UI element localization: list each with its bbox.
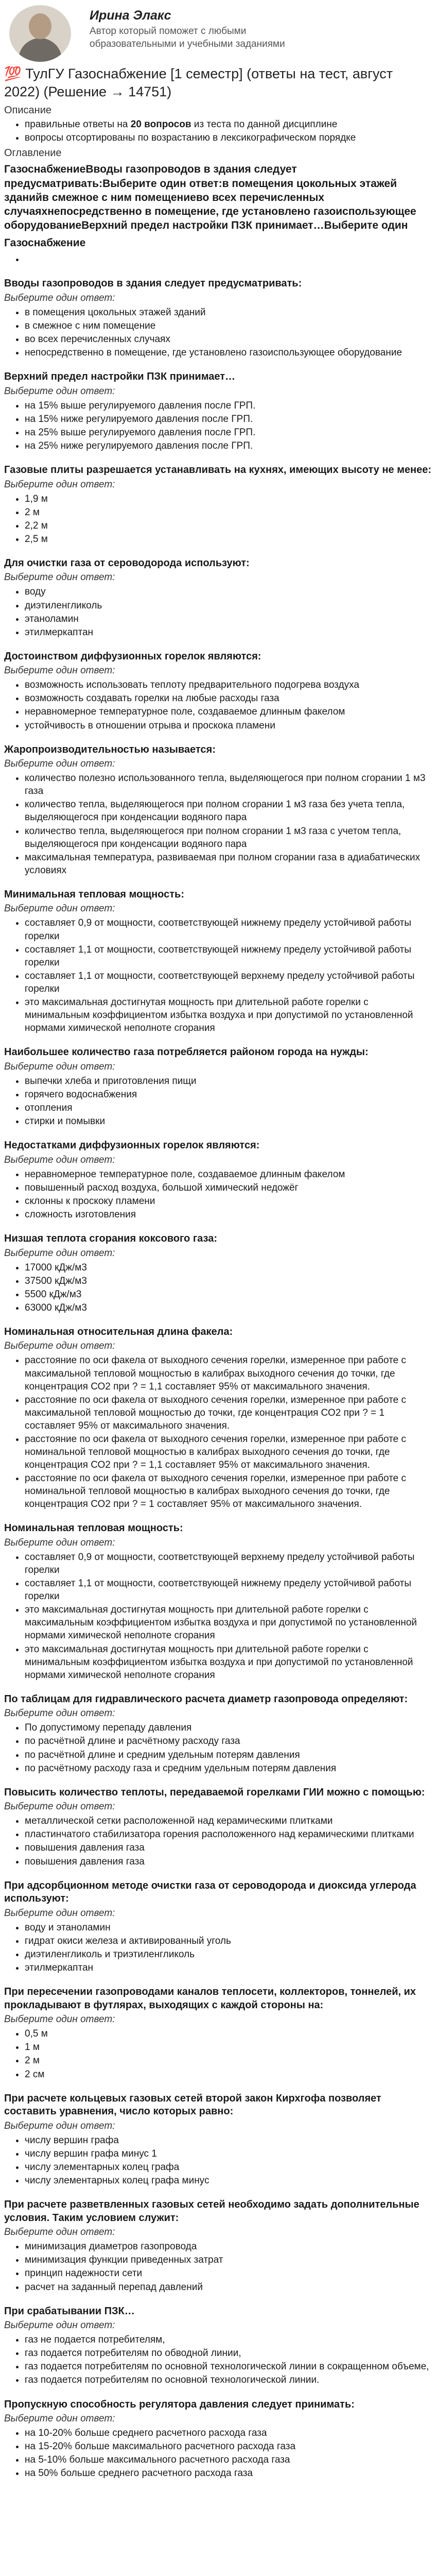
answer-option: • По допустимому перепаду давления bbox=[25, 1721, 432, 1734]
answer-option: • газ подается потребителям по обводной линии, bbox=[25, 2347, 432, 2360]
author-info bbox=[90, 5, 311, 50]
choose-one-label: Выберите один ответ: bbox=[4, 479, 115, 490]
answer-option: • в помещения цокольных этажей зданий bbox=[25, 306, 432, 319]
question-title: Номинальная относительная длина факела: bbox=[4, 1326, 233, 1337]
answer-option: • в смежное с ним помещение bbox=[25, 319, 432, 332]
question-block bbox=[4, 2092, 432, 2188]
answer-options bbox=[4, 2333, 432, 2386]
answer-options bbox=[4, 399, 432, 452]
answer-options bbox=[4, 1168, 432, 1221]
answer-option: • на 15-20% больше максимального расчетного расхода газа bbox=[25, 2440, 432, 2453]
answer-option: • на 25% ниже регулируемого давления после ГРП. bbox=[25, 439, 432, 452]
answer-option: • числу вершин графа минус 1 bbox=[25, 2147, 432, 2160]
answer-options bbox=[4, 1261, 432, 1314]
choose-one-label: Выберите один ответ: bbox=[4, 292, 115, 303]
answer-option: • это максимальная достигнутая мощность при длительной работе горелки с максимальным коэффициентом избытка воздуха и при допустимой по установленной нормами химической неполноте сгорания bbox=[25, 1603, 432, 1642]
answer-option: • по расчётному расходу газа и средним удельным потерям давления bbox=[25, 1762, 432, 1775]
choose-one-label: Выберите один ответ: bbox=[4, 1341, 115, 1352]
answer-options bbox=[4, 306, 432, 359]
question-title: Достоинством диффузионных горелок являются: bbox=[4, 650, 261, 662]
answer-option: • воду и этаноламин bbox=[25, 1921, 432, 1934]
answer-option: • стирки и помывки bbox=[25, 1115, 432, 1128]
choose-one-label: Выберите один ответ: bbox=[4, 1708, 115, 1719]
choose-one-label: Выберите один ответ: bbox=[4, 1247, 115, 1259]
answer-options bbox=[4, 2027, 432, 2080]
toc-label: Оглавление bbox=[4, 147, 62, 159]
answer-option: • металлической сетки расположенной над керамическими плитками bbox=[25, 1815, 432, 1827]
section-title: Газоснабжение bbox=[4, 236, 86, 249]
answer-option: • числу вершин графа bbox=[25, 2134, 432, 2147]
choose-one-label: Выберите один ответ: bbox=[4, 2413, 115, 2425]
answer-option: • 1 м bbox=[25, 2041, 432, 2054]
choose-one-label: Выберите один ответ: bbox=[4, 2320, 115, 2331]
answer-options bbox=[4, 2134, 432, 2187]
answer-option: • повышенный расход воздуха, большой химический недожёг bbox=[25, 1181, 432, 1194]
answer-options bbox=[4, 2240, 432, 2293]
questions-container bbox=[4, 277, 432, 2480]
answer-option: • расстояние по оси факела от выходного сечения горелки, измеренное при работе с номинальной тепловой мощностью в калибрах выходного сечения до точки, где концентрация СО2 при ? = 1,1 составляет 95% от максимального значения. bbox=[25, 1433, 432, 1471]
toc-text: ГазоснабжениеВводы газопроводов в здания следует предусматривать:Выберите один ответ:в помещения цокольных этажей зданийв смежное с ним помещениево всех перечисленных случаяхнепосредственно в помещение, где установлено газоиспользующее оборудованиеВерхний предел настройки ПЗК принимает…Выберите один bbox=[4, 163, 416, 232]
answer-option: • газ подается потребителям по основной технологической линии в сокращенном объеме, bbox=[25, 2360, 432, 2373]
question-block bbox=[4, 1879, 432, 1975]
answer-option: • повышения давления газа bbox=[25, 1841, 432, 1854]
answer-option: • газ не подается потребителям, bbox=[25, 2333, 432, 2346]
page-title: 💯 ТулГУ Газоснабжение [1 семестр] (ответы на тест, август 2022) (Решение → 14751) bbox=[4, 66, 393, 99]
answer-option: • этаноламин bbox=[25, 613, 432, 625]
answer-options bbox=[4, 2427, 432, 2480]
question-title: Низшая теплота сгорания коксового газа: bbox=[4, 1232, 217, 1244]
answer-options bbox=[4, 917, 432, 1035]
question-title: По таблицам для гидравлического расчета диаметр газопровода определяют: bbox=[4, 1693, 408, 1705]
answer-option: • диэтиленгликоль и триэтиленгликоль bbox=[25, 1948, 432, 1961]
answer-option: • воду bbox=[25, 585, 432, 598]
choose-one-label: Выберите один ответ: bbox=[4, 903, 115, 914]
answer-option: • 2,5 м bbox=[25, 533, 432, 546]
answer-option: • на 5-10% больше максимального расчетного расхода газа bbox=[25, 2453, 432, 2466]
question-block bbox=[4, 1046, 432, 1128]
question-title: Пропускную способность регулятора давления следует принимать: bbox=[4, 2398, 355, 2410]
answer-option: • 1,9 м bbox=[25, 493, 432, 505]
question-block bbox=[4, 557, 432, 639]
answer-option: • повышения давления газа bbox=[25, 1855, 432, 1868]
answer-option: • 2,2 м bbox=[25, 519, 432, 532]
answer-option: • расстояние по оси факела от выходного сечения горелки, измеренное при работе с максимальной тепловой мощностью в калибрах выходного сечения до точки, где концентрация СО2 при ? = 1,1 составляет 95% от максимального значения. bbox=[25, 1354, 432, 1393]
author-name[interactable]: Ирина Элакс bbox=[90, 8, 171, 23]
answer-option: • неравномерное температурное поле, создаваемое длинным факелом bbox=[25, 705, 432, 718]
answer-options bbox=[4, 585, 432, 638]
question-title: Вводы газопроводов в здания следует предусматривать: bbox=[4, 278, 302, 290]
answer-option: • горячего водоснабжения bbox=[25, 1088, 432, 1101]
question-block bbox=[4, 2398, 432, 2480]
choose-one-label: Выберите один ответ: bbox=[4, 1907, 115, 1919]
answer-option: • диэтиленгликоль bbox=[25, 599, 432, 612]
answer-option: • расстояние по оси факела от выходного сечения горелки, измеренное при работе с номинальной тепловой мощностью в калибрах выходного сечения до точки, где концентрация СО2 при ? = 1 составляет 95% от максимального значения. bbox=[25, 1472, 432, 1511]
answer-option: • количество тепла, выделяющегося при полном сгорании 1 м3 газа с учетом тепла, выделяющегося при конденсации водяного пара bbox=[25, 825, 432, 851]
answer-option: • возможность использовать теплоту предварительного подогрева воздуха bbox=[25, 679, 432, 691]
question-block bbox=[4, 888, 432, 1035]
answer-options bbox=[4, 1815, 432, 1868]
question-block bbox=[4, 743, 432, 877]
question-block bbox=[4, 464, 432, 546]
answer-option: • 37500 кДж/м3 bbox=[25, 1275, 432, 1287]
choose-one-label: Выберите один ответ: bbox=[4, 572, 115, 583]
answer-option: • расстояние по оси факела от выходного сечения горелки, измеренное при работе с максимальной тепловой мощностью до точки, где концентрация СО2 при ? = 1 составляет 95% от максимального значения. bbox=[25, 1394, 432, 1432]
answer-option: • гидрат окиси железа и активированный уголь bbox=[25, 1935, 432, 1947]
answer-option: • склонны к проскоку пламени bbox=[25, 1195, 432, 1208]
answer-option: • числу элементарных колец графа bbox=[25, 2161, 432, 2174]
answer-option: • составляет 1,1 от мощности, соответствующей нижнему пределу устойчивой работы горелки bbox=[25, 943, 432, 969]
question-title: При срабатывании ПЗК… bbox=[4, 2305, 135, 2317]
answer-option: • сложность изготовления bbox=[25, 1208, 432, 1221]
question-block bbox=[4, 1986, 432, 2081]
answer-options bbox=[4, 679, 432, 732]
description-list bbox=[4, 118, 432, 144]
question-block bbox=[4, 2198, 432, 2294]
description-label: Описание bbox=[4, 105, 52, 116]
answer-option: • числу элементарных колец графа минус bbox=[25, 2174, 432, 2187]
question-block bbox=[4, 650, 432, 732]
answer-option: • минимизация функции приведенных затрат bbox=[25, 2253, 432, 2266]
answer-option: • минимизация диаметров газопровода bbox=[25, 2240, 432, 2253]
answer-option: • 2 см bbox=[25, 2068, 432, 2081]
answer-option: • на 50% больше среднего расчетного расхода газа bbox=[25, 2467, 432, 2480]
question-block bbox=[4, 1139, 432, 1221]
answer-option: • неравномерное температурное поле, создаваемое длинным факелом bbox=[25, 1168, 432, 1181]
question-block bbox=[4, 1326, 432, 1511]
answer-option: • по расчётной длине и средним удельным потерям давления bbox=[25, 1749, 432, 1761]
question-title: Жаропроизводительностью называется: bbox=[4, 743, 216, 755]
answer-option: • на 25% выше регулируемого давления после ГРП. bbox=[25, 426, 432, 439]
choose-one-label: Выберите один ответ: bbox=[4, 665, 115, 676]
choose-one-label: Выберите один ответ: bbox=[4, 1061, 115, 1072]
answer-option: • это максимальная достигнутая мощность при длительной работе горелки с минимальным коэффициентом избытка воздуха и при допустимой по установленной нормами химической неполноте сгорания bbox=[25, 1643, 432, 1682]
answer-option: • 63000 кДж/м3 bbox=[25, 1301, 432, 1314]
question-title: Минимальная тепловая мощность: bbox=[4, 888, 184, 900]
answer-options bbox=[4, 772, 432, 877]
author-description: Автор который поможет с любыми образовательными и учебными заданиями bbox=[90, 26, 285, 49]
avatar[interactable] bbox=[9, 5, 71, 62]
answer-option: • выпечки хлеба и приготовления пищи bbox=[25, 1075, 432, 1088]
answer-options bbox=[4, 1075, 432, 1128]
answer-option: • 0,5 м bbox=[25, 2027, 432, 2040]
question-title: При расчете разветвленных газовых сетей необходимо задать дополнительные условия. Таким условием служит: bbox=[4, 2199, 420, 2224]
answer-option: • это максимальная достигнутая мощность при длительной работе горелки с минимальным коэффициентом избытка воздуха и при допустимой по установленной нормами химической неполноте сгорания bbox=[25, 996, 432, 1035]
answer-option: • непосредственно в помещение, где установлено газоиспользующее оборудование bbox=[25, 346, 432, 359]
answer-option: • составляет 0,9 от мощности, соответствующей верхнему пределу устойчивой работы горелки bbox=[25, 1551, 432, 1577]
answer-option: • максимальная температура, развиваемая при полном сгорании газа в адиабатических условиях bbox=[25, 851, 432, 877]
answer-option: • на 15% выше регулируемого давления после ГРП. bbox=[25, 399, 432, 412]
answer-option: • расчет на заданный перепад давлений bbox=[25, 2281, 432, 2294]
empty-list bbox=[4, 253, 432, 266]
answer-option: • 2 м bbox=[25, 2054, 432, 2067]
empty-list-item bbox=[25, 253, 432, 266]
answer-option: • составляет 1,1 от мощности, соответствующей нижнему пределу устойчивой работы горелки bbox=[25, 1577, 432, 1603]
answer-option: • по расчётной длине и расчётному расходу газа bbox=[25, 1735, 432, 1748]
answer-option: • 5500 кДж/м3 bbox=[25, 1288, 432, 1301]
answer-option: • 2 м bbox=[25, 506, 432, 519]
question-block bbox=[4, 1693, 432, 1775]
answer-options bbox=[4, 1921, 432, 1974]
choose-one-label: Выберите один ответ: bbox=[4, 1537, 115, 1548]
choose-one-label: Выберите один ответ: bbox=[4, 758, 115, 770]
answer-option: • газ подается потребителям по основной технологической линии. bbox=[25, 2374, 432, 2386]
answer-option: • на 10-20% больше среднего расчетного расхода газа bbox=[25, 2427, 432, 2439]
choose-one-label: Выберите один ответ: bbox=[4, 2120, 115, 2131]
question-title: При пересечении газопроводами каналов теплосети, коллекторов, тоннелей, их прокладывают в футлярах, выходящих с каждой стороны на: bbox=[4, 1986, 416, 2011]
description-item: • вопросы отсортированы по возрастанию в лексикографическом порядке bbox=[25, 131, 432, 144]
description-item: • правильные ответы на 20 вопросов из теста по данной дисциплине bbox=[25, 118, 432, 131]
question-title: Для очистки газа от сероводорода используют: bbox=[4, 557, 250, 569]
question-title: Наибольшее количество газа потребляется районом города на нужды: bbox=[4, 1046, 369, 1058]
choose-one-label: Выберите один ответ: bbox=[4, 1801, 115, 1812]
question-block bbox=[4, 1232, 432, 1314]
question-title: Недостатками диффузионных горелок являются: bbox=[4, 1140, 260, 1151]
answer-option: • количество тепла, выделяющегося при полном сгорании 1 м3 газа без учета тепла, выделяющегося при конденсации водяного пара bbox=[25, 798, 432, 824]
answer-option: • возможность создавать горелки на любые расходы газа bbox=[25, 692, 432, 705]
choose-one-label: Выберите один ответ: bbox=[4, 1154, 115, 1165]
choose-one-label: Выберите один ответ: bbox=[4, 2227, 115, 2238]
answer-option: • во всех перечисленных случаях bbox=[25, 333, 432, 346]
answer-option: • на 15% ниже регулируемого давления после ГРП. bbox=[25, 413, 432, 426]
question-title: Повысить количество теплоты, передаваемой горелками ГИИ можно с помощью: bbox=[4, 1786, 425, 1798]
answer-option: • принцип надежности сети bbox=[25, 2267, 432, 2280]
answer-options bbox=[4, 493, 432, 546]
question-block bbox=[4, 2305, 432, 2387]
question-block bbox=[4, 370, 432, 452]
question-block bbox=[4, 277, 432, 359]
answer-options bbox=[4, 1354, 432, 1511]
question-title: Верхний предел настройки ПЗК принимает… bbox=[4, 371, 236, 383]
answer-option: • составляет 1,1 от мощности, соответствующей верхнему пределу устойчивой работы горелки bbox=[25, 970, 432, 995]
answer-option: • 17000 кДж/м3 bbox=[25, 1261, 432, 1274]
answer-option: • составляет 0,9 от мощности, соответствующей нижнему пределу устойчивой работы горелки bbox=[25, 917, 432, 942]
answer-option: • отопления bbox=[25, 1101, 432, 1114]
author-card[interactable] bbox=[4, 0, 432, 63]
answer-option: • этилмеркаптан bbox=[25, 1961, 432, 1974]
question-block bbox=[4, 1786, 432, 1868]
answer-option: • пластинчатого стабилизатора горения расположенного над керамическими плитками bbox=[25, 1828, 432, 1841]
question-block bbox=[4, 1522, 432, 1681]
answer-option: • этилмеркаптан bbox=[25, 626, 432, 639]
answer-options bbox=[4, 1721, 432, 1774]
question-title: Газовые плиты разрешается устанавливать на кухнях, имеющих высоту не менее: bbox=[4, 464, 432, 476]
question-title: Номинальная тепловая мощность: bbox=[4, 1522, 183, 1534]
question-title: При адсорбционном методе очистки газа от сероводорода и диоксида углерода используют: bbox=[4, 1879, 416, 1905]
answer-options bbox=[4, 1551, 432, 1682]
answer-option: • количество полезно использованного тепла, выделяющегося при полном сгорании 1 м3 газа bbox=[25, 772, 432, 798]
question-title: При расчете кольцевых газовых сетей второй закон Кирхгофа позволяет составить уравнения, число которых равно: bbox=[4, 2092, 381, 2117]
choose-one-label: Выберите один ответ: bbox=[4, 385, 115, 397]
choose-one-label: Выберите один ответ: bbox=[4, 2014, 115, 2025]
answer-option: • устойчивость в отношении отрыва и проскока пламени bbox=[25, 719, 432, 732]
